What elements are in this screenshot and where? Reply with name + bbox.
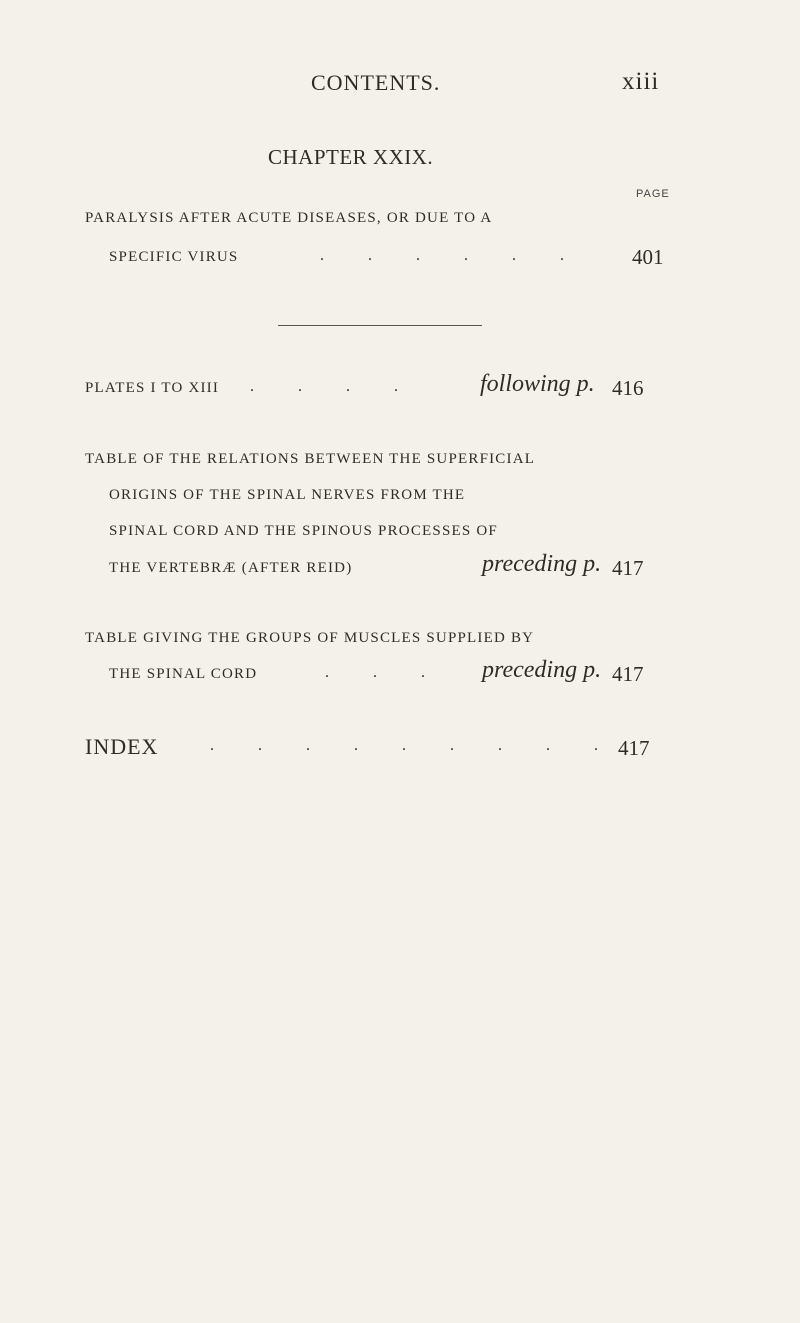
page-number: xiii [622, 68, 660, 95]
chapter-heading: CHAPTER XXIX. [268, 145, 434, 169]
running-head-title: CONTENTS. [311, 70, 441, 95]
relations-table-line-4: THE VERTEBRÆ (AFTER REID) [109, 560, 353, 576]
muscles-table-line-2: THE SPINAL CORD [109, 666, 258, 682]
page-column-label: PAGE [636, 188, 670, 200]
index-entry-label: INDEX [85, 734, 159, 759]
section-divider [278, 325, 482, 326]
leader-dots: . . . [325, 664, 445, 681]
chapter-title-line-1: PARALYSIS AFTER ACUTE DISEASES, OR DUE TO A [85, 210, 493, 226]
chapter-page-ref: 401 [632, 245, 664, 269]
plates-entry-title: PLATES I TO XIII [85, 380, 220, 396]
muscles-table-note: preceding p. [482, 657, 602, 683]
muscles-table-line-1: TABLE GIVING THE GROUPS OF MUSCLES SUPPLIED BY [85, 630, 535, 646]
relations-table-note: preceding p. [482, 551, 602, 577]
leader-dots: . . . . . . [320, 247, 584, 264]
relations-table-line-2: ORIGINS OF THE SPINAL NERVES FROM THE [109, 487, 466, 503]
leader-dots: . . . . [250, 378, 418, 395]
relations-table-page: 417 [612, 556, 644, 580]
muscles-table-page: 417 [612, 662, 644, 686]
relations-table-line-1: TABLE OF THE RELATIONS BETWEEN THE SUPERFICIAL [85, 451, 536, 467]
index-entry-page: 417 [618, 736, 650, 760]
leader-dots: . . . . . . . . . [210, 737, 618, 754]
plates-entry-page: 416 [612, 376, 644, 400]
relations-table-line-3: SPINAL CORD AND THE SPINOUS PROCESSES OF [109, 523, 498, 539]
chapter-title-line-2: SPECIFIC VIRUS [109, 249, 239, 265]
plates-entry-note: following p. [480, 371, 595, 397]
